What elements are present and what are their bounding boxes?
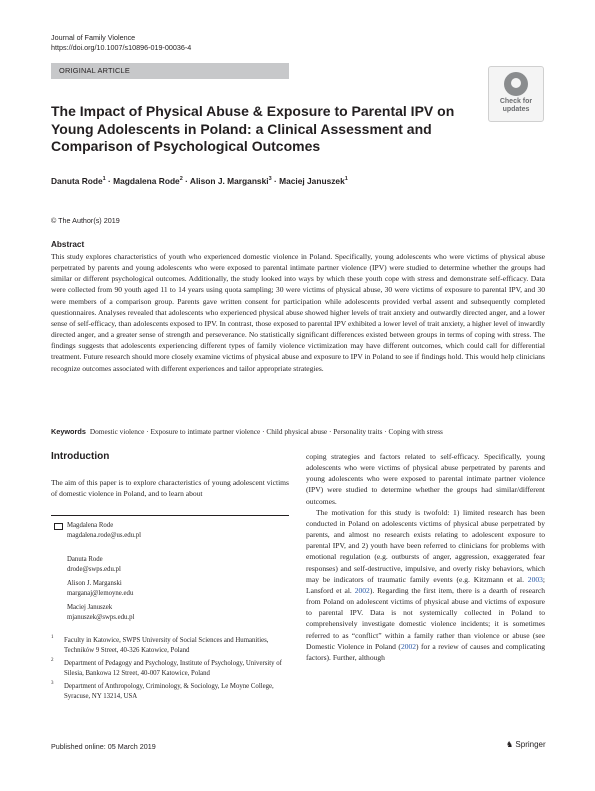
affiliation-text: Department of Pedagogy and Psychology, Institute of Psychology, University of Silesia, Bankowa 12 Street, 40-007 Katowice, Poland bbox=[64, 660, 282, 677]
publisher-name: Springer bbox=[515, 740, 546, 749]
author-name[interactable]: Maciej Januszek bbox=[279, 176, 345, 186]
affiliation-number: 2 bbox=[51, 658, 54, 663]
body-paragraph: The motivation for this study is twofold: 1) limited research has been conducted in Poland on adolescents victims of physical abuse perpetrated by parents, and almost no research exists relating to adolescent exposure to parental IPV, and 2) youth have been referred to clinicians for problems with emotional regulation (e.g. outbursts of anger, aggression, exaggerated fear responses) and self-destructive, impulsive, and overly risky behaviors, which may be indicators of traumatic family events (e.g. Kitzmann et al. 2003; Lansford et al. 2002). Regarding the first item, there is a dearth of research from Poland on adolescent victims of physical abuse and victims of exposure to parental IPV. Data is not systemically collected in Poland to comprehensively investigate domestic violence incidents; it is sometimes referred to as “conflict” within a family rather than violence or abuse (see Domestic Violence in Poland (2002) for a review of causes and complicating factors). Further, although bbox=[306, 507, 546, 662]
copyright-notice: © The Author(s) 2019 bbox=[51, 216, 120, 225]
check-updates-line2: updates bbox=[502, 106, 530, 113]
contact-name: Maciej Januszek bbox=[67, 604, 113, 611]
author-name[interactable]: Alison J. Marganski bbox=[189, 176, 269, 186]
springer-horse-icon: ♞ bbox=[506, 740, 514, 749]
introduction-heading: Introduction bbox=[51, 451, 110, 462]
affiliations bbox=[51, 636, 291, 705]
section-label: ORIGINAL ARTICLE bbox=[59, 66, 130, 75]
right-column-body bbox=[306, 451, 545, 663]
citation-link[interactable]: 2003 bbox=[527, 574, 543, 584]
published-date: Published online: 05 March 2019 bbox=[51, 742, 156, 751]
doi-link[interactable]: https://doi.org/10.1007/s10896-019-00036-4 bbox=[51, 43, 192, 52]
affiliation-number: 1 bbox=[51, 635, 54, 640]
affiliation-item bbox=[51, 659, 291, 679]
body-paragraph: coping strategies and factors related to self-efficacy. Specifically, young adolescents who were victims of physical abuse perpetrated by parents and young adolescents who were exposed to parental intimate partner violence (IPV) were studied to determine whether the groups had similar/different outcomes. bbox=[306, 452, 545, 506]
author-name[interactable]: Magdalena Rode bbox=[113, 176, 180, 186]
keywords bbox=[51, 427, 443, 436]
keywords-label: Keywords bbox=[51, 427, 86, 436]
abstract-heading: Abstract bbox=[51, 240, 85, 249]
author-list bbox=[51, 176, 348, 186]
author-affiliation-mark: 1 bbox=[102, 176, 106, 183]
contact-email[interactable]: magdalena.rode@us.edu.pl bbox=[67, 532, 142, 540]
introduction-text: The aim of this paper is to explore characteristics of young adolescent victims of domestic violence in Poland, and to learn about bbox=[51, 478, 289, 499]
affiliation-number: 3 bbox=[51, 681, 54, 686]
journal-name: Journal of Family Violence bbox=[51, 33, 136, 42]
contact-name: Magdalena Rode bbox=[67, 522, 114, 529]
author-name[interactable]: Danuta Rode bbox=[51, 176, 103, 186]
author-separator: · bbox=[105, 176, 114, 186]
citation-link[interactable]: 2002 bbox=[400, 641, 417, 651]
affiliation-item bbox=[51, 682, 291, 702]
envelope-icon bbox=[54, 523, 63, 530]
check-for-updates-badge[interactable] bbox=[488, 66, 544, 122]
author-separator: · bbox=[182, 176, 190, 186]
contact-name: Danuta Rode bbox=[67, 556, 103, 563]
affiliation-text: Department of Anthropology, Criminology, & Sociology, Le Moyne College, Syracuse, NY 13214, USA bbox=[64, 683, 274, 700]
publisher-logo bbox=[506, 740, 546, 749]
affiliation-item bbox=[51, 636, 291, 656]
section-band bbox=[51, 63, 289, 79]
citation-link[interactable]: 2002 bbox=[354, 585, 370, 595]
check-updates-line1: Check for bbox=[499, 98, 533, 105]
contact-email[interactable]: drode@swps.edu.pl bbox=[67, 566, 121, 574]
abstract-text: This study explores characteristics of youth who experienced domestic violence in Poland. Specifically, young adolescents who were victims of physical abuse perpetrated by parents and young adolescents who were exposed to parental intimate partner violence (IPV) were studied to determine whether the groups had similar or different psychological outcomes. Additionally, the study looked into ways by which these youth cope with stress and demonstrate self-efficacy. Data were collected from 90 youth aged 11 to 14 years using quota sampling; 30 were victims of physical abuse, 30 were victims of exposure to parental IPV, and 30 were members of a comparison group. Parents gave written consent for participation while adolescents provided verbal assent and subsequently completed questionnaires. Analyses revealed that adolescents who experienced physical abuse showed higher levels of trait anxiety and outwardly directed anger, and a lower sense of self-efficacy, than adolescents exposed to IPV. In contrast, those exposed to parental IPV exhibited a lower level of trait anxiety, a higher level of inwardly directed anger, and a greater sense of strength and perseverance. No statistically significant differences existed between groups in terms of coping with stress. The findings suggests that adolescents experiencing different types of family violence victimization may have different outcomes, which could call for differential treatment. Future research should more closely examine victims of physical abuse and exposure to IPV in Poland to see if findings hold. This would help clinicians recognize outcomes associated with different experiences and tailor appropriate strategies. bbox=[51, 252, 545, 373]
contact-email[interactable]: mjanuszek@swps.edu.pl bbox=[67, 614, 135, 622]
author-affiliation-mark: 2 bbox=[179, 176, 183, 183]
contact-email[interactable]: marganaj@lemoyne.edu bbox=[67, 590, 134, 598]
affiliation-text: Faculty in Katowice, SWPS University of Social Sciences and Humanities, Techników 9 Street, 40-326 Katowice, Poland bbox=[64, 637, 269, 654]
contact-name: Alison J. Marganski bbox=[67, 580, 122, 587]
journal-header bbox=[51, 33, 191, 53]
bookmark-icon bbox=[504, 72, 528, 96]
author-affiliation-mark: 3 bbox=[268, 176, 272, 183]
author-affiliation-mark: 1 bbox=[344, 176, 348, 183]
author-separator: · bbox=[271, 176, 280, 186]
article-title: The Impact of Physical Abuse & Exposure to Parental IPV on Young Adolescents in Poland: a Clinical Assessment and Comparison of Psychological Outcomes bbox=[51, 103, 455, 154]
keywords-list: Domestic violence · Exposure to intimate partner violence · Child physical abuse · Personality traits · Coping with stress bbox=[89, 427, 443, 436]
footnote-divider bbox=[51, 515, 289, 516]
